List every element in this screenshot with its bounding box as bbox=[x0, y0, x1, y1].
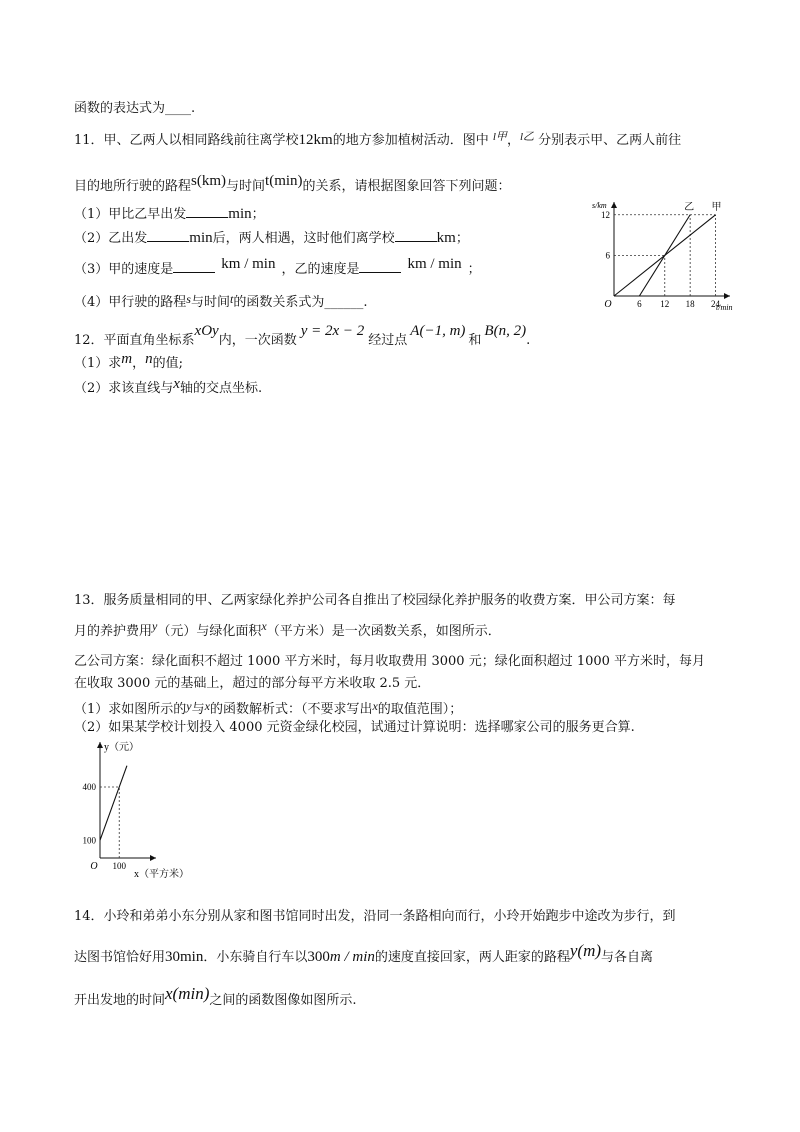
q11-text: 的关系，请根据图象回答下列问题： bbox=[302, 179, 511, 194]
var-x: x bbox=[204, 699, 210, 713]
q11-text: ； bbox=[455, 231, 469, 246]
q12-text: 的值; bbox=[152, 356, 184, 371]
q14-line3 bbox=[74, 985, 357, 1010]
q11-part1 bbox=[74, 205, 265, 224]
x-tick-label: 18 bbox=[685, 299, 695, 309]
q11-text: （1）甲比乙早出发 bbox=[74, 207, 187, 222]
q11-text: 分别表示甲、乙两人前往 bbox=[538, 133, 682, 148]
q13-text: 的取值范围）； bbox=[377, 702, 463, 717]
q13-line2 bbox=[74, 617, 501, 641]
var-y: y bbox=[152, 619, 158, 633]
y-tick-label: 6 bbox=[605, 250, 610, 261]
q14-text: 的速度直接回家，两人距家的路程 bbox=[374, 950, 570, 965]
x-tick-label: 12 bbox=[660, 299, 670, 309]
q13-text: （平方米）是一次函数关系，如图所示． bbox=[266, 624, 501, 639]
s-unit: s(km) bbox=[191, 173, 227, 189]
q11-text: ； bbox=[251, 207, 265, 222]
q12-part1 bbox=[74, 350, 183, 373]
unit: km bbox=[436, 230, 456, 246]
answer-blank[interactable] bbox=[147, 229, 189, 242]
y-axis-title: y（元） bbox=[104, 742, 139, 753]
q13-text: （元）与绿化面积 bbox=[157, 624, 262, 639]
x-axis-title: x（平方米） bbox=[134, 869, 189, 880]
q11-line1 bbox=[74, 128, 681, 150]
series-label-jia: 甲 bbox=[711, 201, 722, 213]
q11-text: 后，两人相遇，这时他们离学校 bbox=[212, 231, 395, 246]
q14-text: 之间的函数图像如图所示. bbox=[209, 993, 357, 1008]
unit: km / min bbox=[407, 256, 462, 272]
l-yi-label: l乙 bbox=[519, 131, 535, 143]
var-m: m bbox=[121, 351, 133, 367]
q11-text: ； bbox=[467, 262, 481, 277]
q13-line4: 在收取 3000 元的基础上，超过的部分每平方米收取 2.5 元． bbox=[74, 676, 431, 691]
linear-function: y = 2x − 2 bbox=[300, 323, 365, 339]
x-tick-label: 100 bbox=[112, 861, 126, 871]
q11-text: （2）乙出发 bbox=[74, 231, 148, 246]
unit: min bbox=[189, 230, 213, 246]
l-jia-label: l甲 bbox=[492, 131, 507, 143]
var-y: y bbox=[186, 699, 192, 713]
q14-text: ．小东骑自行车以 bbox=[203, 950, 308, 965]
var-y-m: y(m) bbox=[569, 941, 602, 960]
q11-text: 目的地所行驶的路程 bbox=[74, 179, 192, 194]
var-x: x bbox=[372, 699, 378, 713]
q13-text: 的函数解析式：（不要求写出 bbox=[209, 702, 373, 717]
q11-text: ， bbox=[506, 133, 520, 148]
x-axis-title: t/min bbox=[716, 303, 733, 312]
q11-text: 与时间 bbox=[226, 179, 266, 194]
y-axis-arrow bbox=[97, 742, 103, 748]
unit: min bbox=[228, 206, 252, 222]
var-t: t bbox=[229, 292, 234, 306]
q12-text: 轴的交点坐标. bbox=[179, 381, 263, 396]
q12-text: （2）求该直线与 bbox=[74, 381, 174, 396]
q13-cost-area-chart bbox=[68, 738, 218, 884]
var-n: n bbox=[145, 351, 153, 367]
q12-text: ， bbox=[132, 356, 146, 371]
x-tick-label: 6 bbox=[637, 299, 642, 309]
coord-system: xOy bbox=[194, 323, 219, 339]
q12-part2 bbox=[74, 375, 262, 398]
x-tick-label: 24 bbox=[711, 299, 721, 309]
q11-text: ，乙的速度是 bbox=[281, 262, 360, 277]
var-x: x bbox=[173, 376, 180, 392]
q12-text: 经过点 bbox=[368, 333, 408, 348]
q14-text: 开出发地的时间 bbox=[74, 993, 166, 1008]
q12-line1 bbox=[74, 322, 530, 350]
q12-text: 12．平面直角坐标系 bbox=[74, 333, 195, 348]
series-line bbox=[100, 766, 127, 841]
q11-part2 bbox=[74, 229, 469, 248]
q13-text: 与 bbox=[191, 702, 205, 717]
q11-text: 11．甲、乙两人以相同路线前往离学校 bbox=[74, 133, 299, 148]
t-unit: t(min) bbox=[265, 173, 303, 189]
y-axis-arrow bbox=[611, 202, 617, 208]
number: 300 bbox=[307, 949, 330, 965]
unit: min bbox=[180, 949, 204, 965]
q14-text: 达图书馆恰好用 bbox=[74, 950, 166, 965]
number: 30 bbox=[165, 949, 181, 965]
q11-distance-time-chart bbox=[588, 198, 738, 320]
y-axis-title: s/km bbox=[592, 201, 607, 210]
answer-blank[interactable] bbox=[173, 260, 215, 273]
x-axis-arrow bbox=[150, 855, 156, 861]
answer-blank[interactable] bbox=[359, 260, 401, 273]
unit: m / min bbox=[329, 949, 375, 965]
q13-part1 bbox=[74, 697, 462, 719]
unit: km / min bbox=[221, 256, 276, 272]
answer-blank[interactable] bbox=[395, 229, 437, 242]
q13-text: （1）求如图所示的 bbox=[74, 702, 187, 717]
series-label-yi: 乙 bbox=[684, 201, 695, 213]
q12-text: 和 bbox=[468, 333, 482, 348]
q11-text: 的地方参加植树活动．图中 bbox=[332, 133, 489, 148]
y-tick-label: 100 bbox=[82, 835, 96, 846]
origin-label: O bbox=[604, 299, 612, 310]
var-x: x bbox=[261, 619, 267, 633]
q10-tail: 函数的表达式为____. bbox=[74, 101, 196, 116]
q11-part4 bbox=[74, 290, 367, 312]
q11-part3 bbox=[74, 255, 481, 279]
y-tick-label: 400 bbox=[82, 782, 96, 793]
var-x-min: x(min) bbox=[165, 984, 210, 1003]
x-axis-arrow bbox=[724, 293, 730, 299]
q11-text: 的函数关系式为______. bbox=[233, 295, 368, 310]
q13-part2: （2）如果某学校计划投入 4000 元资金绿化校园，试通过计算说明：选择哪家公司的服务更合算. bbox=[74, 720, 635, 735]
q13-line1: 13．服务质量相同的甲、乙两家绿化养护公司各自推出了校园绿化养护服务的收费方案．甲公司方案：每 bbox=[74, 593, 676, 608]
q11-text: （4）甲行驶的路程 bbox=[74, 295, 187, 310]
q11-text: （3）甲的速度是 bbox=[74, 262, 174, 277]
answer-blank[interactable] bbox=[186, 205, 228, 218]
point-a: A(−1, m) bbox=[410, 323, 466, 339]
q12-text: . bbox=[526, 333, 531, 348]
point-b: B(n, 2) bbox=[484, 323, 527, 339]
q11-distance: 12km bbox=[298, 132, 333, 148]
q14-line1: 14．小玲和弟弟小东分别从家和图书馆同时出发，沿同一条路相向而行，小玲开始跑步中途改为步行，到 bbox=[74, 909, 676, 924]
q11-line2 bbox=[74, 172, 511, 196]
q13-text: 月的养护费用 bbox=[74, 624, 153, 639]
q12-text: （1）求 bbox=[74, 356, 122, 371]
q14-line2 bbox=[74, 942, 653, 967]
origin-label: O bbox=[90, 861, 98, 872]
var-s: s bbox=[186, 292, 191, 306]
q13-line3: 乙公司方案：绿化面积不超过 1000 平方米时，每月收取费用 3000 元；绿化面积超过 1000 平方米时，每月 bbox=[74, 654, 706, 669]
y-tick-label: 12 bbox=[601, 209, 610, 220]
q12-text: 内，一次函数 bbox=[218, 333, 297, 348]
q11-text: 与时间 bbox=[190, 295, 230, 310]
q14-text: 与各自离 bbox=[601, 950, 654, 965]
